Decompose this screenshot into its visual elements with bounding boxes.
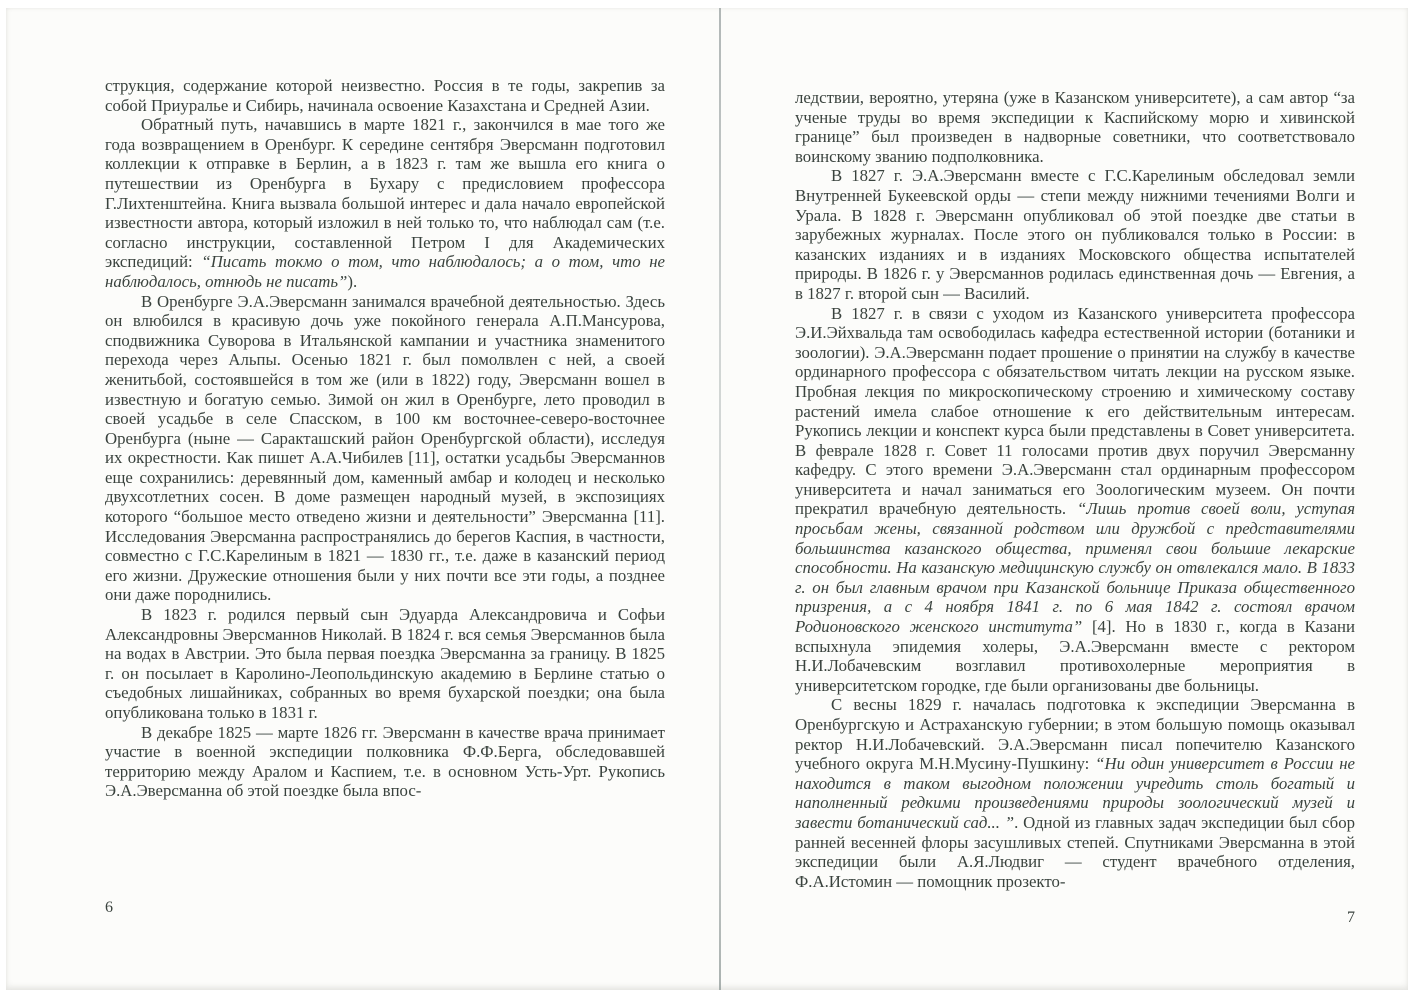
body-text: ). — [347, 271, 358, 291]
body-text: В Оренбурге Э.А.Эверсманн занимался врачебной деятельностью. Здесь он влюбился в красивую дочь уже покойного генерала А.П.Мансурова, сподвижника Суворова в Итальянской кампании и участника знаменитого перехода через Альпы. Осенью 1821 г. был помолвлен с ней, а своей женитьбой, состоявшейся в том же (или в 1822) году, Эверсманн вошел в известную и богатую семью. Зимой он жил в Оренбурге, лето проводил в своей усадьбе в селе Спасском, в 100 км восточнее-северо-восточнее Оренбурга (ныне — Саракташский район Оренбургской области), исследуя их окрестности. Как пишет А.А.Чибилев [11], остатки усадьбы Эверсманнов еще сохранились: деревянный дом, каменный амбар и колодец и несколько двухсотлетних сосен. В доме размещен народный музей, в экспозициях которого “большое место отведено жизни и деятельности” Эверсманна [11]. Исследования Эверсманна распространялись до берегов Каспия, в частности, совместно с Г.С.Карелиным в 1821 — 1830 гг., т.е. даже в казанский период его жизни. Дружеские отношения были у них почти все эти годы, а позднее они даже породнились. — [105, 291, 665, 605]
page-right — [721, 8, 1408, 990]
paragraph — [105, 76, 665, 115]
page-number-left: 6 — [105, 899, 113, 916]
paragraph — [105, 115, 665, 291]
body-text: [4]. Но в 1830 г., когда в Казани вспыхнула эпидемия холеры, Э.А.Эверсманн вместе с ректором Н.И.Лобачевским возглавил противохолерные мероприятия в университетском городке, где были организованы две больницы. — [795, 617, 1355, 695]
paragraph — [795, 166, 1355, 303]
paragraph — [795, 304, 1355, 696]
paragraph — [105, 605, 665, 723]
paragraph — [105, 292, 665, 606]
paragraph — [795, 88, 1355, 166]
page-right-text-column — [795, 88, 1355, 891]
page-number-right: 7 — [1347, 909, 1355, 926]
body-text: В 1823 г. родился первый сын Эдуарда Александровича и Софьи Александровны Эверсманнов Николай. В 1824 г. вся семья Эверсманнов была на водах в Австрии. Это была первая поездка Эверсманна за границу. В 1825 г. он посылает в Каролино-Леопольдинскую академию в Берлине статью о съедобных лишайниках, собранных во время бухарской поездки; она была опубликована только в 1831 г. — [105, 605, 665, 722]
body-text: . Одной из главных задач экспедиции был сбор ранней весенней флоры засушливых степей. Спутниками Эверсманна в этой экспедиции были А.Я.Людвиг — студент врачебного отделения, Ф.А.Истомин — помощник прозекто- — [795, 812, 1355, 891]
quote-italic-text: “Лишь против своей воли, уступая просьбам жены, связанной родством или дружбой с представителями большинства казанского общества, применял свои большие лекарские способности. На казанскую медицинскую службу он отвлекался мало. В 1833 г. он был главным врачом при Казанской больнице Приказа общественного призрения, а с 4 ноября 1841 г. по 6 мая 1842 г. состоял врачом Родионовского женского института” — [795, 499, 1355, 637]
book-scan — [6, 8, 1408, 990]
body-text: С весны 1829 г. началась подготовка к экспедиции Эверсманна в Оренбургскую и Астраханскую губернии; в этом большую помощь оказывал ректор Н.И.Лобачевский. Э.А.Эверсманн писал попечителю Казанского учебного округа М.Н.Мусину-Пушкину: — [795, 695, 1355, 774]
body-text: В 1827 г. Э.А.Эверсманн вместе с Г.С.Карелиным обследовал земли Внутренней Букеевской орды — степи между нижними течениями Волги и Урала. В 1828 г. Эверсманн опубликовал об этой поездке две статьи в зарубежных журналах. После этого он публиковался только в России: в казанских изданиях и в изданиях Московского общества испытателей природы. В 1826 г. у Эверсманнов родилась единственная дочь — Евгения, а в 1827 г. второй сын — Василий. — [795, 166, 1355, 303]
body-text: ледствии, вероятно, утеряна (уже в Казанском университете), а сам автор “за ученые труды во время экспедиции к Каспийскому морю и хивинской границе” был произведен в надворные советники, что соответствовало воинскому званию подполковника. — [795, 88, 1355, 166]
quote-italic-text: “Писать токмо о том, что наблюдалось; а о том, что не наблюдалось, отнюдь не писать” — [105, 252, 665, 291]
quote-italic-text: “Ни один университет в России не находится в таком выгодном положении учредить столь богатый и наполненный редкими произведениями природы зоологический музей и завести ботанический сад... ” — [795, 754, 1355, 832]
body-text: В 1827 г. в связи с уходом из Казанского университета профессора Э.И.Эйхвальда там освободилась кафедра естественной истории (ботаники и зоологии). Э.А.Эверсманн подает прошение о принятии на службу в качестве ординарного профессора с обязательством читать лекции на русском языке. Пробная лекция по микроскопическому строению и химическому составу растений имела слабое отношение к его действительным интересам. Рукопись лекции и конспект курса были представлены в Совет университета. В феврале 1828 г. Совет 11 голосами против двух поручил Эверсманну кафедру. С этого времени Э.А.Эверсманн стал ординарным профессором университета и начал заниматься его Зоологическим музеем. Он почти прекратил врачебную деятельность. — [795, 303, 1355, 519]
paragraph — [105, 723, 665, 801]
body-text: В декабре 1825 — марте 1826 гг. Эверсманн в качестве врача принимает участие в военной экспедиции полковника Ф.Ф.Берга, обследовавшей территорию между Аралом и Каспием, т.е. в основном Усть-Урт. Рукопись Э.А.Эверсманна об этой поездке была впос- — [105, 722, 665, 801]
body-text: струкция, содержание которой неизвестно. Россия в те годы, закрепив за собой Приуралье и Сибирь, начинала освоение Казахстана и Средней Азии. — [105, 76, 665, 115]
body-text: Обратный путь, начавшись в марте 1821 г., закончился в мае того же года возвращением в Оренбург. К середине сентября Эверсманн подготовил коллекции к отправке в Берлин, а в 1823 г. там же вышла его книга о путешествии из Оренбурга в Бухару с предисловием профессора Г.Лихтенштейна. Книга вызвала большой интерес и дала начало европейской известности автора, который изложил в ней только то, что наблюдал сам (т.е. согласно инструкции, составленной Петром I для Академических экспедиций: — [105, 115, 665, 272]
paragraph — [795, 695, 1355, 891]
page-left-text-column — [105, 76, 665, 801]
page-left — [6, 8, 719, 990]
